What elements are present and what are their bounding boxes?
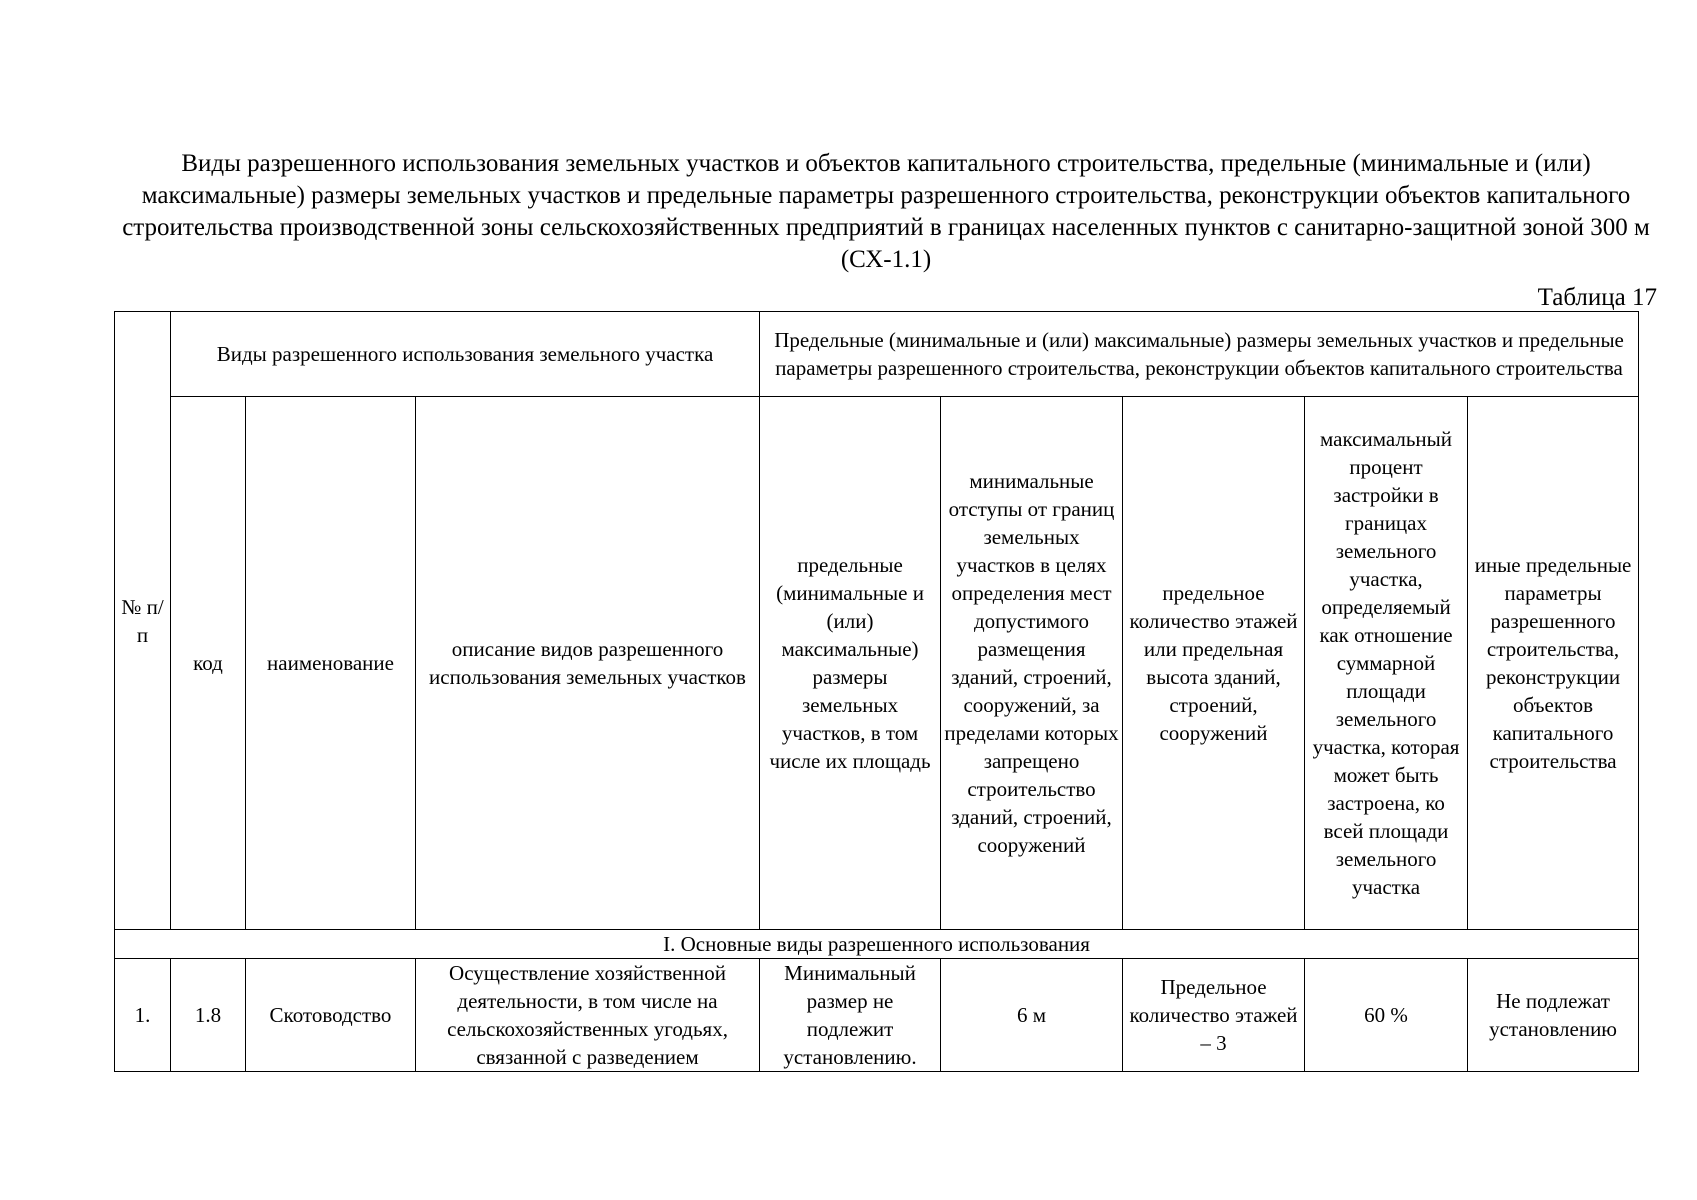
header-row-groups bbox=[115, 312, 1639, 397]
header-group-limits: Предельные (минимальные и (или) максимальные) размеры земельных участков и предельные параметры разрешенного строительства, реконструкции объектов капитального строительства bbox=[760, 312, 1639, 397]
header-other: иные предельные параметры разрешенного строительства, реконструкции объектов капитального строительства bbox=[1468, 397, 1639, 930]
section-title: I. Основные виды разрешенного использования bbox=[115, 930, 1639, 959]
land-use-table bbox=[114, 311, 1639, 1072]
row-other: Не подлежат установлению bbox=[1468, 959, 1639, 1072]
table-number-label: Таблица 17 bbox=[1537, 284, 1657, 311]
header-description: описание видов разрешенного использования земельных участков bbox=[416, 397, 760, 930]
row-description: Осуществление хозяйственной деятельности, в том числе на сельскохозяйственных угодьях, связанной с разведением bbox=[416, 959, 760, 1072]
row-coverage: 60 % bbox=[1305, 959, 1468, 1072]
table-row bbox=[115, 959, 1639, 1072]
header-group-uses: Виды разрешенного использования земельного участка bbox=[171, 312, 760, 397]
header-row-columns bbox=[115, 397, 1639, 930]
row-setback: 6 м bbox=[941, 959, 1123, 1072]
document-title: Виды разрешенного использования земельных участков и объектов капитального строительства, предельные (минимальные и (или) максимальные) размеры земельных участков и предельные параметры разрешенного строительства, реконструкции объектов капитального строительства производственной зоны сельскохозяйственных предприятий в границах населенных пунктов с санитарно-защитной зоной 300 м (СХ-1.1) bbox=[122, 150, 1650, 273]
section-row bbox=[115, 930, 1639, 959]
header-coverage: максимальный процент застройки в границах земельного участка, определяемый как отношение суммарной площади земельного участка, которая может быть застроена, ко всей площади земельного участка bbox=[1305, 397, 1468, 930]
row-name: Скотоводство bbox=[246, 959, 416, 1072]
header-setback: минимальные отступы от границ земельных участков в целях определения мест допустимого размещения зданий, строений, сооружений, за пределами которых запрещено строительство зданий, строений, сооружений bbox=[941, 397, 1123, 930]
header-floors: предельное количество этажей или предельная высота зданий, строений, сооружений bbox=[1123, 397, 1305, 930]
row-code: 1.8 bbox=[171, 959, 246, 1072]
header-num: № п/п bbox=[115, 312, 171, 930]
header-size: предельные (минимальные и (или) максимальные) размеры земельных участков, в том числе их площадь bbox=[760, 397, 941, 930]
row-num: 1. bbox=[115, 959, 171, 1072]
header-code: код bbox=[171, 397, 246, 930]
header-name: наименование bbox=[246, 397, 416, 930]
row-floors: Предельное количество этажей – 3 bbox=[1123, 959, 1305, 1072]
row-size: Минимальный размер не подлежит установлению. bbox=[760, 959, 941, 1072]
